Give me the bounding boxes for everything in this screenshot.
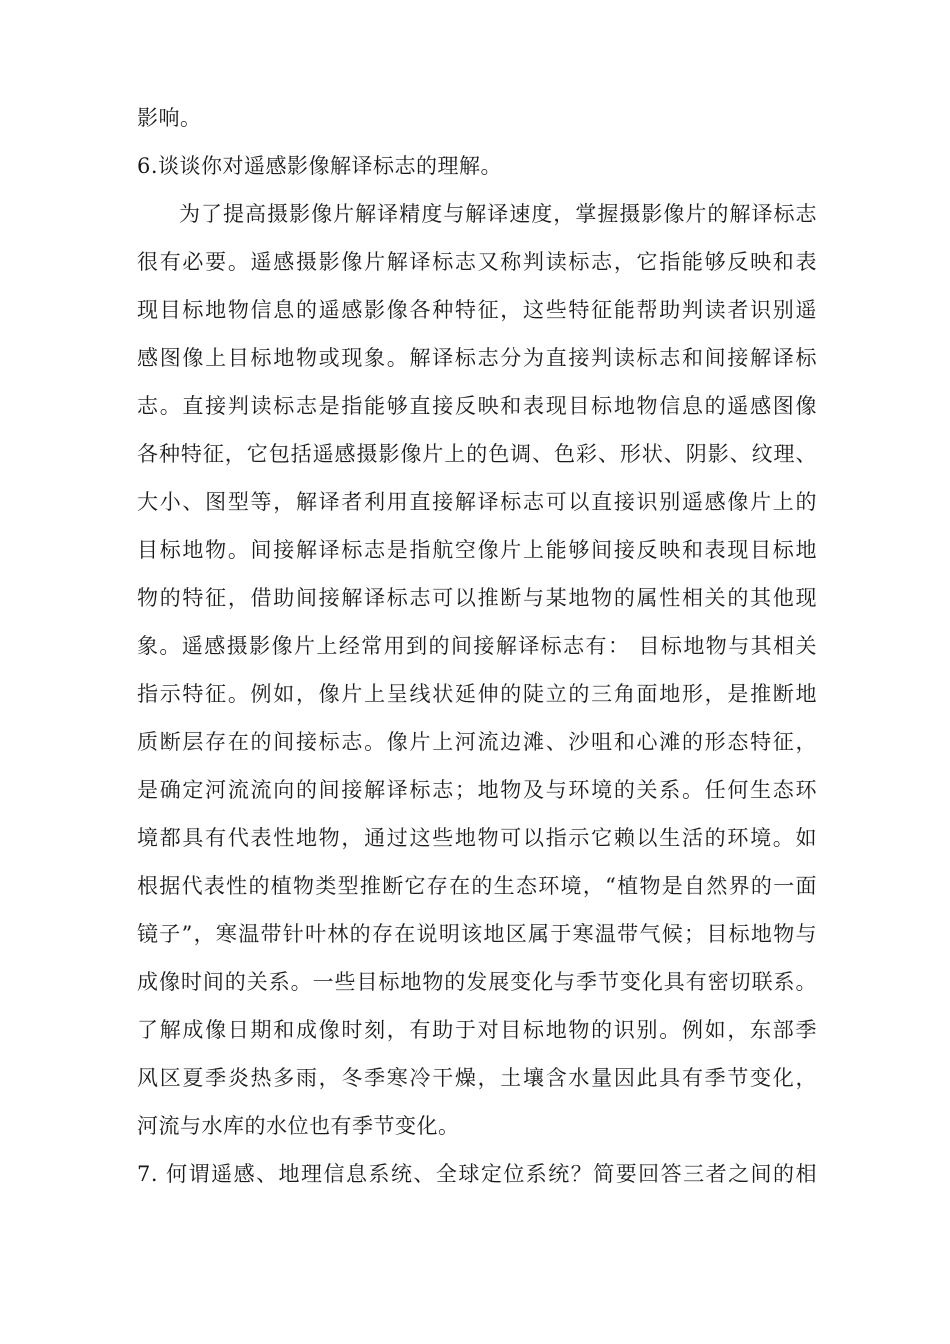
paragraph-line: 镜子”，寒温带针叶林的存在说明该地区属于寒温带气候；目标地物与 xyxy=(137,922,817,946)
paragraph-line: 各种特征，它包括遥感摄影像片上的色调、色彩、形状、阴影、纹理、 xyxy=(137,442,817,466)
question-6-heading: 6.谈谈你对遥感影像解译标志的理解。 xyxy=(137,154,503,178)
paragraph-line: 感图像上目标地物或现象。解译标志分为直接判读标志和间接解译标 xyxy=(137,346,817,370)
paragraph-line: 境都具有代表性地物，通过这些地物可以指示它赖以生活的环境。如 xyxy=(137,826,817,850)
paragraph-line: 志。直接判读标志是指能够直接反映和表现目标地物信息的遥感图像 xyxy=(137,394,817,418)
paragraph-line: 质断层存在的间接标志。像片上河流边滩、沙咀和心滩的形态特征， xyxy=(137,730,817,754)
paragraph-line: 根据代表性的植物类型推断它存在的生态环境，“植物是自然界的一面 xyxy=(137,874,817,898)
question-7-heading: 7. 何谓遥感、地理信息系统、全球定位系统？简要回答三者之间的相 xyxy=(137,1162,817,1186)
paragraph-line: 很有必要。遥感摄影像片解译标志又称判读标志，它指能够反映和表 xyxy=(137,250,817,274)
paragraph-line: 是确定河流流向的间接解译标志；地物及与环境的关系。任何生态环 xyxy=(137,778,817,802)
text-line: 影响。 xyxy=(137,106,202,130)
paragraph-line: 大小、图型等，解译者利用直接解译标志可以直接识别遥感像片上的 xyxy=(137,490,817,514)
paragraph-line: 现目标地物信息的遥感影像各种特征，这些特征能帮助判读者识别遥 xyxy=(137,298,817,322)
paragraph-line: 风区夏季炎热多雨，冬季寒冷干燥，土壤含水量因此具有季节变化， xyxy=(137,1066,817,1090)
paragraph-line: 指示特征。例如，像片上呈线状延伸的陡立的三角面地形，是推断地 xyxy=(137,682,817,706)
paragraph-line: 了解成像日期和成像时刻，有助于对目标地物的识别。例如，东部季 xyxy=(137,1018,817,1042)
paragraph-line: 河流与水库的水位也有季节变化。 xyxy=(137,1114,460,1138)
paragraph-line: 象。遥感摄影像片上经常用到的间接解译标志有： 目标地物与其相关 xyxy=(137,634,817,658)
paragraph-line: 目标地物。间接解译标志是指航空像片上能够间接反映和表现目标地 xyxy=(137,538,817,562)
paragraph-line: 成像时间的关系。一些目标地物的发展变化与季节变化具有密切联系。 xyxy=(137,970,817,994)
paragraph-line: 为了提高摄影像片解译精度与解译速度，掌握摄影像片的解译标志 xyxy=(179,202,817,226)
paragraph-line: 物的特征，借助间接解译标志可以推断与某地物的属性相关的其他现 xyxy=(137,586,817,610)
